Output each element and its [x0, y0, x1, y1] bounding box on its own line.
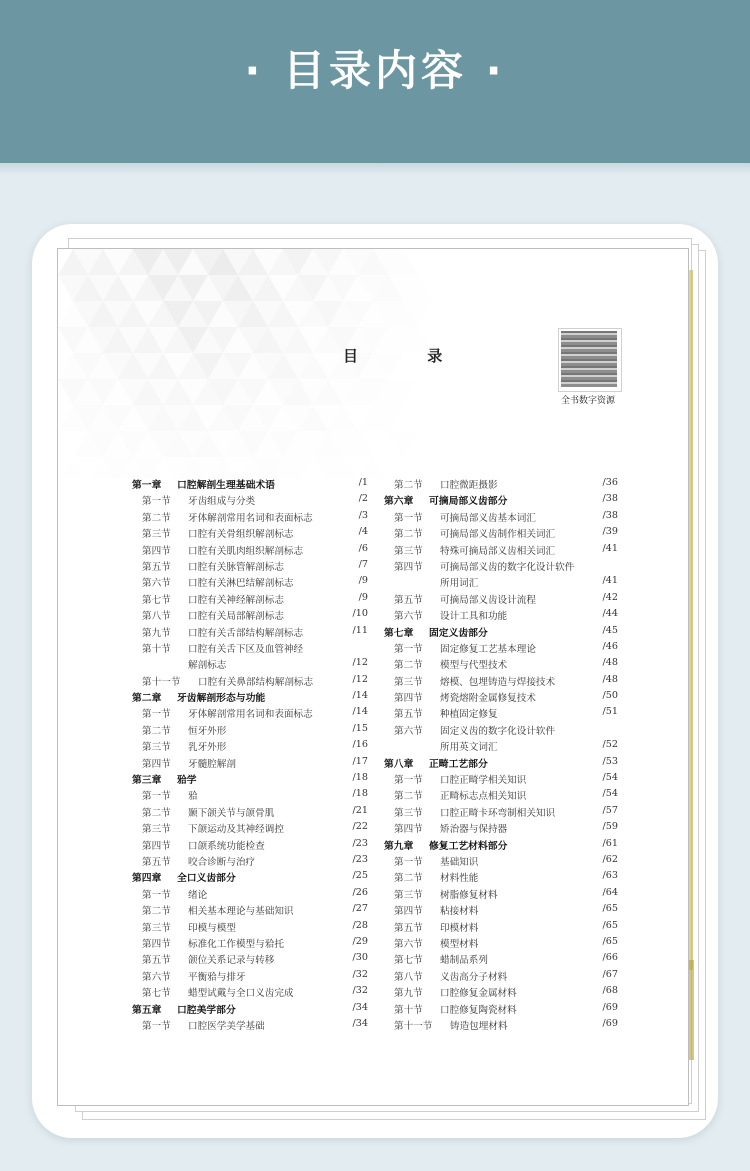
toc-section-row[interactable] [384, 887, 618, 903]
toc-section-row[interactable] [384, 592, 618, 608]
toc-entry-title: 口腔有关鼻部结构解剖标志 [198, 676, 314, 688]
toc-entry-page: /6 [358, 542, 368, 554]
toc-entry-page: /25 [352, 870, 368, 882]
toc-entry-page: /32 [352, 968, 368, 980]
toc-entry-title: 绪论 [188, 889, 208, 901]
toc-chapter-row[interactable] [132, 477, 368, 493]
toc-entry-number: 第八章 [384, 758, 414, 770]
toc-entry-number: 第九节 [394, 988, 423, 1000]
qr-code-image [561, 331, 617, 387]
toc-entry-page: /69 [602, 1001, 618, 1013]
toc-entry-number: 第一节 [142, 496, 171, 508]
toc-section-row[interactable] [384, 920, 618, 936]
toc-section-row[interactable] [132, 510, 368, 526]
toc-entry-title: 熔模、包埋铸造与焊接技术 [440, 676, 556, 688]
toc-entry-title: 所用英文词汇 [440, 742, 498, 754]
toc-section-row[interactable] [132, 821, 368, 837]
toc-section-row[interactable] [132, 952, 368, 968]
toc-section-row[interactable] [132, 838, 368, 854]
toc-entry-number: 第七节 [142, 594, 171, 606]
toc-entry-title: 乳牙外形 [188, 742, 227, 754]
toc-entry-number: 第六节 [394, 611, 423, 623]
toc-entry-page: /39 [602, 526, 618, 538]
toc-section-row[interactable] [132, 674, 368, 690]
toc-entry-number: 第五节 [142, 955, 171, 967]
toc-entry-number: 第四节 [394, 906, 423, 918]
toc-entry-title: 可摘局部义齿设计流程 [440, 594, 536, 606]
toc-entry-page: /26 [352, 886, 368, 898]
toc-entry-title: 修复工艺材料部分 [429, 840, 508, 852]
toc-column-left [132, 477, 368, 1034]
toc-entry-number: 第二节 [394, 873, 423, 885]
toc-entry-number: 第五节 [394, 922, 423, 934]
toc-entry-number: 第四节 [142, 545, 171, 557]
toc-entry-title: 牙体解剖常用名词和表面标志 [188, 709, 313, 721]
toc-section-row[interactable] [384, 723, 618, 739]
toc-entry-number: 第九节 [142, 627, 171, 639]
toc-entry-number: 第六节 [142, 971, 171, 983]
toc-entry-title: 固定义齿的数字化设计软件 [440, 725, 556, 737]
toc-entry-page: /46 [602, 640, 618, 652]
toc-section-row[interactable] [384, 1002, 618, 1018]
toc-entry-title: 可摘局部义齿制作相关词汇 [440, 529, 556, 541]
toc-entry-title: 固定义齿部分 [429, 627, 488, 639]
toc-entry-page: /38 [602, 493, 618, 505]
toc-entry-number: 第六章 [384, 496, 414, 508]
toc-entry-title: 可摘局部义齿基本词汇 [440, 512, 536, 524]
toc-entry-number: 第四节 [142, 938, 171, 950]
toc-entry-page: /30 [352, 952, 368, 964]
toc-entry-page: /14 [352, 706, 368, 718]
toc-entry-page: /61 [602, 837, 618, 849]
toc-section-row[interactable] [132, 788, 368, 804]
toc-entry-page: /42 [602, 591, 618, 603]
toc-entry-title: 树脂修复材料 [440, 889, 498, 901]
toc-entry-page: /11 [352, 624, 368, 636]
toc-section-row[interactable] [132, 887, 368, 903]
toc-entry-number: 第一章 [132, 480, 162, 491]
toc-section-row[interactable] [132, 657, 368, 673]
toc-entry-title: 口腔美学部分 [177, 1004, 236, 1016]
toc-entry-title: 口腔修复陶瓷材料 [440, 1004, 517, 1016]
toc-chapter-row[interactable] [384, 493, 618, 509]
toc-entry-number: 第一节 [394, 512, 423, 524]
toc-entry-page: /44 [602, 608, 618, 620]
toc-entry-number: 第三节 [394, 545, 423, 557]
toc-entry-title: 可摘局部义齿的数字化设计软件 [440, 561, 575, 573]
toc-entry-number: 第二节 [142, 725, 171, 737]
toc-entry-number: 第一节 [142, 1020, 171, 1032]
toc-section-row[interactable] [384, 870, 618, 886]
toc-section-row[interactable] [384, 575, 618, 591]
toc-section-row[interactable] [132, 493, 368, 509]
toc-entry-title: 口腔修复金属材料 [440, 988, 517, 1000]
toc-chapter-row[interactable] [132, 772, 368, 788]
toc-chapter-row[interactable] [384, 838, 618, 854]
toc-entry-page: /53 [602, 755, 618, 767]
toc-section-row[interactable] [132, 608, 368, 624]
toc-entry-page: /66 [602, 952, 618, 964]
toc-entry-number: 第二节 [142, 807, 171, 819]
toc-entry-title: 口腔正畸卡环弯制相关知识 [440, 807, 556, 819]
toc-entry-page: /10 [352, 608, 368, 620]
banner-title: · 目录内容 · [244, 46, 506, 95]
toc-entry-title: 𬌗学 [177, 775, 197, 787]
toc-section-row[interactable] [132, 920, 368, 936]
toc-entry-number: 第十节 [394, 1004, 423, 1016]
toc-entry-title: 印模材料 [440, 922, 479, 934]
toc-section-row[interactable] [384, 821, 618, 837]
toc-entry-title: 牙齿组成与分类 [188, 496, 256, 508]
toc-entry-page: /7 [358, 558, 368, 570]
toc-entry-page: /41 [602, 575, 618, 587]
toc-entry-page: /9 [358, 575, 368, 587]
toc-entry-page: /3 [358, 509, 368, 521]
toc-section-row[interactable] [132, 641, 368, 657]
toc-entry-number: 第五节 [142, 561, 171, 573]
toc-entry-number: 第二节 [394, 529, 423, 541]
toc-section-row[interactable] [132, 526, 368, 542]
toc-chapter-row[interactable] [132, 690, 368, 706]
toc-entry-page: /15 [352, 722, 368, 734]
toc-entry-title: 模型材料 [440, 938, 479, 950]
toc-entry-title: 口腔有关舌部结构解剖标志 [188, 627, 304, 639]
toc-entry-title: 口腔正畸学相关知识 [440, 775, 527, 787]
toc-section-row[interactable] [132, 854, 368, 870]
toc-entry-title: 解剖标志 [188, 660, 227, 672]
toc-section-row[interactable] [384, 543, 618, 559]
toc-entry-number: 第二节 [394, 660, 423, 672]
toc-entry-number: 第一节 [394, 856, 423, 868]
toc-entry-number: 第四节 [394, 561, 423, 573]
toc-section-row[interactable] [384, 952, 618, 968]
toc-entry-page: /54 [602, 772, 618, 784]
toc-entry-title: 所用词汇 [440, 578, 479, 590]
toc-entry-number: 第四章 [132, 873, 162, 885]
toc-section-row[interactable] [384, 510, 618, 526]
toc-entry-title: 咬合诊断与治疗 [188, 856, 256, 868]
toc-entry-title: 口腔有关脉管解剖标志 [188, 561, 284, 573]
toc-entry-title: 口腔医学美学基础 [188, 1020, 265, 1032]
toc-entry-title: 颌位关系记录与转移 [188, 955, 275, 967]
toc-entry-number: 第二节 [394, 480, 423, 491]
toc-section-row[interactable] [384, 969, 618, 985]
toc-entry-number: 第十一节 [142, 676, 181, 688]
toc-entry-number: 第三节 [394, 676, 423, 688]
toc-entry-page: /48 [602, 657, 618, 669]
toc-entry-page: /9 [358, 591, 368, 603]
toc-entry-title: 恒牙外形 [188, 725, 227, 737]
toc-entry-page: /65 [602, 903, 618, 915]
toc-section-row[interactable] [132, 592, 368, 608]
toc-entry-page: /64 [602, 886, 618, 898]
toc-entry-number: 第一节 [394, 775, 423, 787]
toc-chapter-row[interactable] [132, 1002, 368, 1018]
toc-entry-number: 第三章 [132, 775, 162, 787]
toc-entry-number: 第三节 [142, 922, 171, 934]
toc-entry-number: 第二节 [394, 791, 423, 803]
toc-entry-title: 义齿高分子材料 [440, 971, 508, 983]
toc-section-row[interactable] [132, 706, 368, 722]
toc-section-row[interactable] [384, 690, 618, 706]
toc-entry-page: /65 [602, 919, 618, 931]
toc-entry-title: 口腔微距摄影 [440, 480, 498, 491]
toc-entry-title: 蜡型试戴与全口义齿完成 [188, 988, 294, 1000]
toc-entry-title: 口颌系统功能检查 [188, 840, 265, 852]
toc-entry-page: /32 [352, 985, 368, 997]
toc-entry-page: /67 [602, 968, 618, 980]
toc-section-row[interactable] [384, 526, 618, 542]
toc-entry-number: 第四节 [394, 824, 423, 836]
toc-section-row[interactable] [384, 641, 618, 657]
toc-section-row[interactable] [384, 657, 618, 673]
toc-entry-number: 第十一节 [394, 1020, 433, 1032]
toc-entry-title: 口腔有关肌肉组织解剖标志 [188, 545, 304, 557]
toc-entry-title: 相关基本理论与基础知识 [188, 906, 294, 918]
toc-entry-title: 固定修复工艺基本理论 [440, 643, 536, 655]
toc-section-row[interactable] [384, 805, 618, 821]
toc-entry-number: 第六节 [142, 578, 171, 590]
qr-label: 全书数字资源 [560, 396, 615, 406]
toc-entry-page: /29 [352, 935, 368, 947]
toc-entry-page: /27 [352, 903, 368, 915]
toc-entry-title: 铸造包埋材料 [450, 1020, 508, 1032]
toc-entry-title: 口腔有关局部解剖标志 [188, 611, 284, 623]
toc-entry-title: 可摘局部义齿部分 [429, 496, 508, 508]
toc-section-row[interactable] [384, 788, 618, 804]
toc-section-row[interactable] [384, 854, 618, 870]
toc-section-row[interactable] [384, 903, 618, 919]
toc-entry-number: 第七节 [142, 988, 171, 1000]
toc-entry-title: 全口义齿部分 [177, 873, 236, 885]
toc-entry-title: 烤瓷熔附金属修复技术 [440, 693, 536, 705]
toc-section-row[interactable] [384, 559, 618, 575]
toc-entry-page: /14 [352, 690, 368, 702]
toc-entry-title: 平衡𬌗与排牙 [188, 971, 246, 983]
toc-section-row[interactable] [384, 674, 618, 690]
toc-entry-page: /51 [602, 706, 618, 718]
toc-entry-number: 第二节 [142, 512, 171, 524]
toc-chapter-row[interactable] [384, 756, 618, 772]
toc-entry-number: 第五节 [394, 594, 423, 606]
toc-entry-number: 第七章 [384, 627, 414, 639]
toc-chapter-row[interactable] [132, 870, 368, 886]
toc-entry-number: 第四节 [142, 758, 171, 770]
qr-code[interactable] [558, 328, 622, 392]
toc-entry-number: 第一节 [142, 709, 171, 721]
toc-section-row[interactable] [132, 575, 368, 591]
toc-section-row[interactable] [132, 1018, 368, 1034]
toc-entry-title: 基础知识 [440, 856, 479, 868]
toc-entry-number: 第二章 [132, 693, 162, 705]
toc-column-right [384, 477, 618, 1034]
toc-entry-title: 牙齿解剖形态与功能 [177, 693, 266, 705]
toc-entry-page: /17 [352, 755, 368, 767]
toc-entry-title: 正畸工艺部分 [429, 758, 488, 770]
toc-entry-page: /12 [352, 657, 368, 669]
toc-section-row[interactable] [132, 969, 368, 985]
toc-entry-page: /62 [602, 853, 618, 865]
toc-section-row[interactable] [132, 625, 368, 641]
toc-entry-page: /16 [352, 739, 368, 751]
toc-entry-number: 第一节 [394, 643, 423, 655]
banner-shadow [0, 163, 750, 175]
toc-entry-number: 第一节 [142, 889, 171, 901]
toc-entry-number: 第九章 [384, 840, 414, 852]
toc-entry-page: /22 [352, 821, 368, 833]
toc-entry-page: /18 [352, 788, 368, 800]
toc-entry-page: /34 [352, 1017, 368, 1029]
toc-section-row[interactable] [384, 772, 618, 788]
toc-entry-title: 特殊可摘局部义齿相关词汇 [440, 545, 556, 557]
toc-entry-number: 第三节 [142, 529, 171, 541]
toc-entry-number: 第一节 [142, 791, 171, 803]
toc-entry-title: 设计工具和功能 [440, 611, 508, 623]
toc-chapter-row[interactable] [384, 625, 618, 641]
toc-section-row[interactable] [132, 723, 368, 739]
toc-entry-title: 口腔有关神经解剖标志 [188, 594, 284, 606]
toc-entry-title: 种植固定修复 [440, 709, 498, 721]
toc-entry-page: /63 [602, 870, 618, 882]
toc-section-row[interactable] [384, 706, 618, 722]
toc-entry-number: 第六节 [394, 725, 423, 737]
toc-entry-title: 印模与模型 [188, 922, 236, 934]
toc-entry-number: 第八节 [394, 971, 423, 983]
toc-entry-number: 第五节 [142, 856, 171, 868]
toc-section-row[interactable] [132, 756, 368, 772]
toc-entry-page: /36 [602, 477, 618, 488]
toc-entry-number: 第三节 [142, 824, 171, 836]
toc-entry-page: /1 [358, 477, 368, 488]
toc-entry-title: 口腔有关舌下区及血管神经 [188, 643, 304, 655]
toc-heading: 目 录 [343, 347, 475, 365]
toc-entry-title: 口腔有关骨组织解剖标志 [188, 529, 294, 541]
toc-entry-title: 牙髓腔解剖 [188, 758, 236, 770]
toc-entry-page: /50 [602, 690, 618, 702]
toc-entry-page: /59 [602, 821, 618, 833]
toc-entry-title: 𬌗 [188, 791, 198, 803]
toc-entry-page: /23 [352, 837, 368, 849]
toc-entry-title: 下颌运动及其神经调控 [188, 824, 284, 836]
toc-entry-number: 第三节 [142, 742, 171, 754]
toc-entry-number: 第四节 [142, 840, 171, 852]
toc-entry-title: 材料性能 [440, 873, 479, 885]
toc-entry-page: /28 [352, 919, 368, 931]
header-banner [0, 0, 750, 163]
toc-entry-page: /45 [602, 624, 618, 636]
toc-entry-number: 第五章 [132, 1004, 162, 1016]
toc-entry-page: /41 [602, 542, 618, 554]
toc-section-row[interactable] [132, 543, 368, 559]
toc-section-row[interactable] [384, 739, 618, 755]
toc-entry-page: /48 [602, 673, 618, 685]
toc-entry-number: 第三节 [394, 807, 423, 819]
toc-section-row[interactable] [384, 1018, 618, 1034]
toc-entry-page: /52 [602, 739, 618, 751]
toc-entry-number: 第五节 [394, 709, 423, 721]
toc-entry-title: 标准化工作模型与𬌗托 [188, 938, 284, 950]
toc-section-row[interactable] [384, 985, 618, 1001]
toc-entry-number: 第八节 [142, 611, 171, 623]
toc-section-row[interactable] [132, 903, 368, 919]
toc-section-row[interactable] [384, 936, 618, 952]
toc-entry-number: 第六节 [394, 938, 423, 950]
toc-entry-title: 矫治器与保持器 [440, 824, 508, 836]
toc-entry-title: 蜡制品系列 [440, 955, 488, 967]
toc-entry-page: /34 [352, 1001, 368, 1013]
toc-entry-title: 口腔解剖生理基础术语 [177, 480, 275, 491]
toc-section-row[interactable] [132, 805, 368, 821]
toc-entry-page: /65 [602, 935, 618, 947]
toc-section-row[interactable] [132, 936, 368, 952]
toc-entry-page: /18 [352, 772, 368, 784]
toc-section-row[interactable] [132, 739, 368, 755]
toc-entry-title: 模型与代型技术 [440, 660, 508, 672]
toc-page [57, 248, 689, 1106]
toc-entry-page: /21 [352, 804, 368, 816]
toc-entry-page: /4 [358, 526, 368, 538]
toc-entry-page: /57 [602, 804, 618, 816]
toc-entry-number: 第二节 [142, 906, 171, 918]
toc-section-row[interactable] [132, 985, 368, 1001]
toc-entry-number: 第四节 [394, 693, 423, 705]
toc-entry-title: 牙体解剖常用名词和表面标志 [188, 512, 313, 524]
toc-entry-title: 正畸标志点相关知识 [440, 791, 527, 803]
toc-entry-page: /68 [602, 985, 618, 997]
toc-entry-page: /38 [602, 509, 618, 521]
toc-entry-title: 粘接材料 [440, 906, 479, 918]
toc-entry-title: 颞下颌关节与颌骨肌 [188, 807, 275, 819]
toc-entry-number: 第三节 [394, 889, 423, 901]
toc-entry-page: /54 [602, 788, 618, 800]
toc-entry-title: 口腔有关淋巴结解剖标志 [188, 578, 294, 590]
toc-section-row[interactable] [132, 559, 368, 575]
toc-section-row[interactable] [384, 477, 618, 493]
toc-entry-number: 第十节 [142, 643, 171, 655]
toc-entry-page: /12 [352, 673, 368, 685]
toc-entry-page: /2 [358, 493, 368, 505]
toc-section-row[interactable] [384, 608, 618, 624]
toc-entry-number: 第七节 [394, 955, 423, 967]
toc-entry-page: /69 [602, 1017, 618, 1029]
toc-entry-page: /23 [352, 853, 368, 865]
